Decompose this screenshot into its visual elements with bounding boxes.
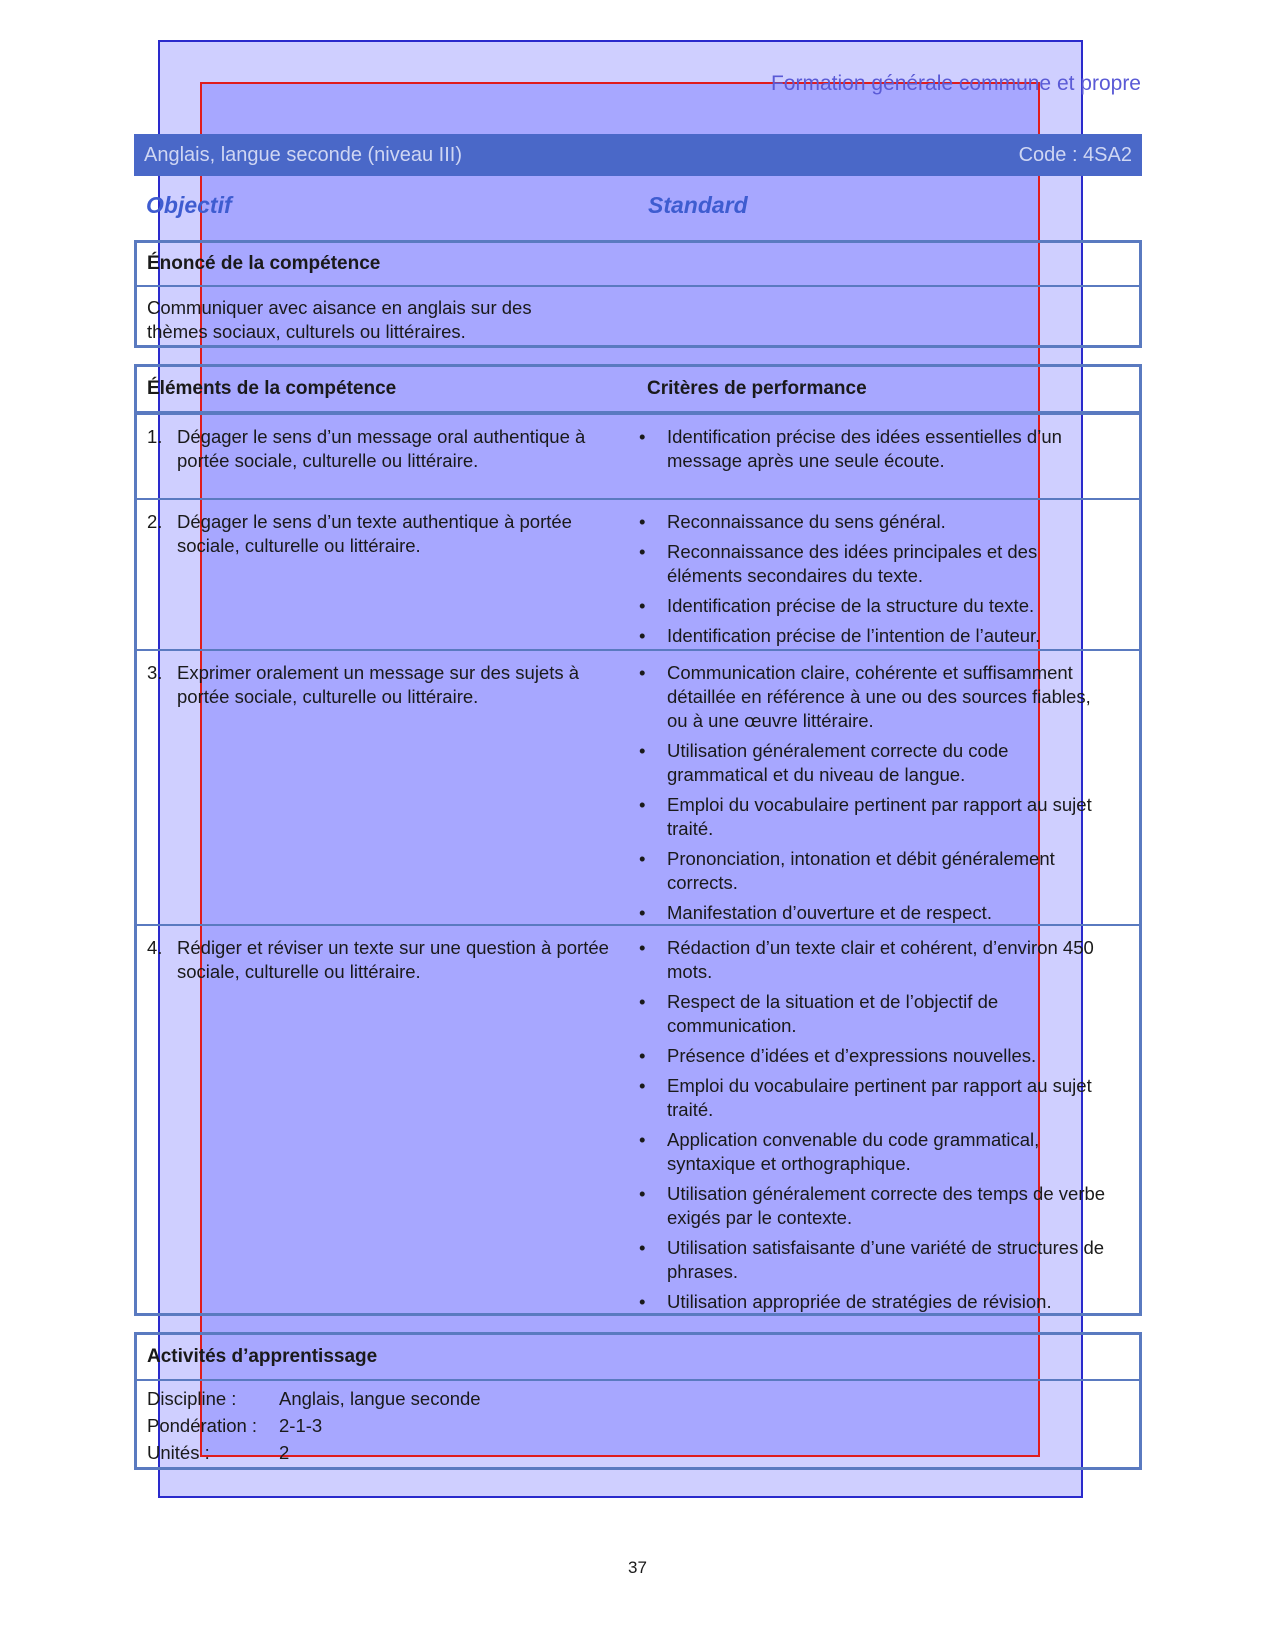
- competence-table-header: [137, 367, 1139, 413]
- ponderation-row: [147, 1412, 1129, 1439]
- course-code: Code : 4SA2: [1018, 143, 1132, 166]
- section-headings: [146, 192, 1142, 224]
- unites-row: [147, 1439, 1129, 1466]
- objectif-heading: Objectif: [146, 192, 232, 218]
- list-item: [637, 990, 1107, 1038]
- list-item: [637, 1182, 1107, 1230]
- criterion-text: Utilisation généralement correcte des temps de verbe exigés par le contexte.: [667, 1183, 1106, 1228]
- elements-heading: Éléments de la compétence: [147, 378, 397, 399]
- discipline-value: Anglais, langue seconde: [279, 1388, 481, 1409]
- enonce-box: [134, 240, 1142, 348]
- criterion-text: Utilisation satisfaisante d’une variété de structures de phrases.: [667, 1237, 1105, 1282]
- element-number: 3.: [147, 662, 163, 683]
- activites-heading: Activités d’apprentissage: [137, 1335, 1139, 1381]
- criterion-text: Communication claire, cohérente et suffisamment détaillée en référence à une ou des sources fiables, ou à une œuvre littéraire.: [667, 662, 1091, 731]
- bullet-icon: •: [639, 991, 646, 1012]
- element-cell: [147, 936, 617, 984]
- criteria-list: [637, 510, 1107, 654]
- bullet-icon: •: [639, 595, 646, 616]
- list-item: [637, 901, 1107, 925]
- element-text: Dégager le sens d’un texte authentique à portée sociale, culturelle ou littéraire.: [177, 511, 572, 556]
- standard-heading: Standard: [648, 192, 748, 218]
- unites-label: Unités :: [147, 1442, 210, 1463]
- list-item: [637, 661, 1107, 733]
- enonce-heading: Énoncé de la compétence: [137, 243, 1139, 287]
- criteria-list: [637, 936, 1107, 1320]
- list-item: [637, 624, 1107, 648]
- activites-info: [137, 1381, 1139, 1470]
- element-cell: [147, 661, 617, 709]
- table-row: [137, 413, 1139, 498]
- page-number: 37: [628, 1558, 647, 1577]
- criteres-heading: Critères de performance: [647, 378, 867, 399]
- element-text: Rédiger et réviser un texte sur une question à portée sociale, culturelle ou littéraire.: [177, 937, 609, 982]
- table-row: [137, 924, 1139, 1315]
- course-title-bar: [134, 134, 1142, 176]
- unites-value: 2: [279, 1442, 290, 1463]
- list-item: [637, 540, 1107, 588]
- criteria-list: [637, 425, 1107, 479]
- criterion-text: Reconnaissance des idées principales et des éléments secondaires du texte.: [667, 541, 1038, 586]
- bullet-icon: •: [639, 511, 646, 532]
- element-number: 4.: [147, 937, 163, 958]
- list-item: [637, 510, 1107, 534]
- criterion-text: Présence d’idées et d’expressions nouvelles.: [667, 1045, 1037, 1066]
- criterion-text: Identification précise des idées essentielles d’un message après une seule écoute.: [667, 426, 1062, 471]
- discipline-row: [147, 1385, 1129, 1412]
- bullet-icon: •: [639, 662, 646, 683]
- bullet-icon: •: [639, 1075, 646, 1096]
- list-item: [637, 1128, 1107, 1176]
- table-row: [137, 649, 1139, 924]
- table-row: [137, 498, 1139, 649]
- list-item: [637, 1236, 1107, 1284]
- discipline-label: Discipline :: [147, 1388, 237, 1409]
- bullet-icon: •: [639, 740, 646, 761]
- course-title: Anglais, langue seconde (niveau III): [144, 143, 462, 166]
- bullet-icon: •: [639, 625, 646, 646]
- element-number: 2.: [147, 511, 163, 532]
- list-item: [637, 1044, 1107, 1068]
- criterion-text: Identification précise de l’intention de l’auteur.: [667, 625, 1041, 646]
- criterion-text: Prononciation, intonation et débit généralement corrects.: [667, 848, 1055, 893]
- criterion-text: Rédaction d’un texte clair et cohérent, d’environ 450 mots.: [667, 937, 1094, 982]
- criterion-text: Utilisation généralement correcte du code grammatical et du niveau de langue.: [667, 740, 1009, 785]
- list-item: [637, 847, 1107, 895]
- ponderation-value: 2-1-3: [279, 1415, 323, 1436]
- bullet-icon: •: [639, 426, 646, 447]
- ponderation-label: Pondération :: [147, 1415, 258, 1436]
- bullet-icon: •: [639, 1129, 646, 1150]
- criterion-text: Respect de la situation et de l’objectif de communication.: [667, 991, 999, 1036]
- bullet-icon: •: [639, 902, 646, 923]
- list-item: [637, 793, 1107, 841]
- element-number: 1.: [147, 426, 163, 447]
- list-item: [637, 425, 1107, 473]
- list-item: [637, 594, 1107, 618]
- bullet-icon: •: [639, 1045, 646, 1066]
- element-cell: [147, 510, 617, 558]
- bullet-icon: •: [639, 1291, 646, 1312]
- bullet-icon: •: [639, 541, 646, 562]
- competence-table: [134, 364, 1142, 1316]
- document-subtitle: Formation générale commune et propre: [770, 72, 1141, 95]
- criterion-text: Identification précise de la structure du texte.: [667, 595, 1035, 616]
- enonce-text: Communiquer avec aisance en anglais sur des thèmes sociaux, culturels ou littéraires.: [147, 297, 532, 342]
- criterion-text: Manifestation d’ouverture et de respect.: [667, 902, 992, 923]
- criterion-text: Application convenable du code grammatical, syntaxique et orthographique.: [667, 1129, 1040, 1174]
- criterion-text: Emploi du vocabulaire pertinent par rapport au sujet traité.: [667, 794, 1092, 839]
- bullet-icon: •: [639, 937, 646, 958]
- element-cell: [147, 425, 617, 473]
- element-text: Exprimer oralement un message sur des sujets à portée sociale, culturelle ou littéraire.: [177, 662, 580, 707]
- criterion-text: Emploi du vocabulaire pertinent par rapport au sujet traité.: [667, 1075, 1092, 1120]
- list-item: [637, 1290, 1107, 1314]
- bullet-icon: •: [639, 794, 646, 815]
- criterion-text: Reconnaissance du sens général.: [667, 511, 946, 532]
- list-item: [637, 739, 1107, 787]
- activites-box: [134, 1332, 1142, 1470]
- bullet-icon: •: [639, 1237, 646, 1258]
- bullet-icon: •: [639, 1183, 646, 1204]
- criteria-list: [637, 661, 1107, 931]
- bullet-icon: •: [639, 848, 646, 869]
- criterion-text: Utilisation appropriée de stratégies de révision.: [667, 1291, 1052, 1312]
- element-text: Dégager le sens d’un message oral authentique à portée sociale, culturelle ou littéraire.: [177, 426, 586, 471]
- list-item: [637, 936, 1107, 984]
- list-item: [637, 1074, 1107, 1122]
